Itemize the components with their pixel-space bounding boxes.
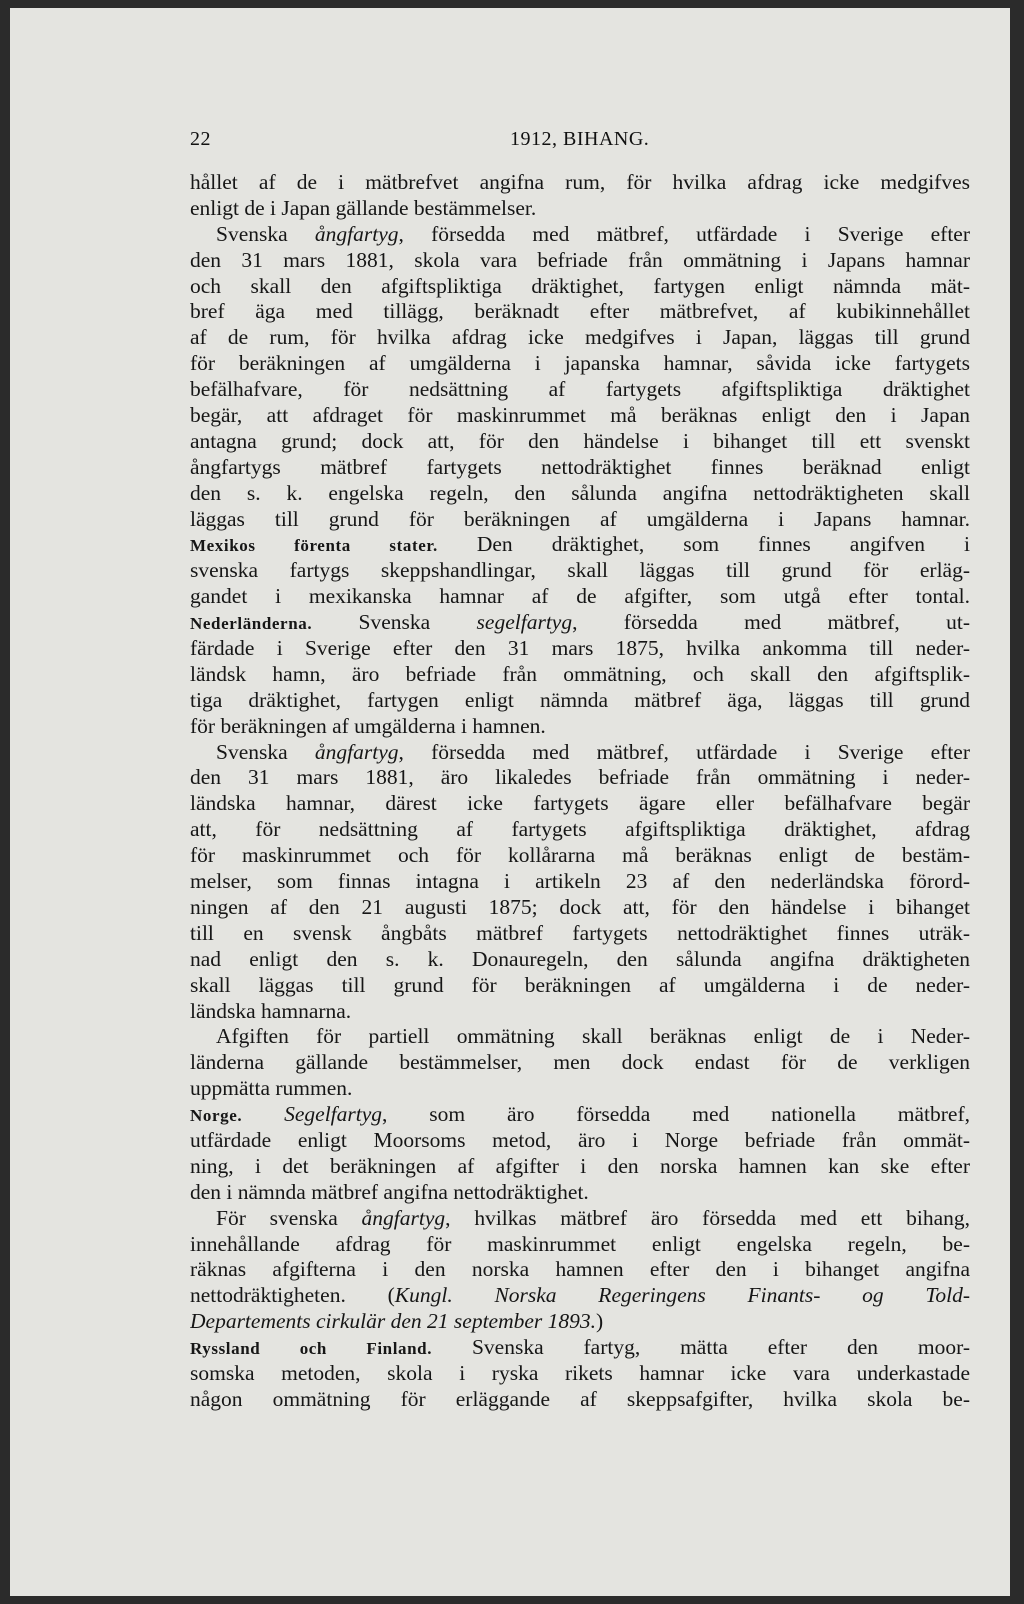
text-line: ländsk hamn, äro befriade från ommätning, och skall den afgiftsplik- — [190, 661, 970, 686]
text-line: uppmätta rummen. — [190, 1076, 353, 1101]
text-line: Norge. Segelfartyg, som äro försedda med nationella mätbref, — [190, 1102, 970, 1127]
text-line: länderna gällande bestämmelser, men dock endast för de verkligen — [190, 1050, 970, 1075]
text-line: af de rum, för hvilka afdrag icke medgifves i Japan, läggas till grund — [190, 325, 970, 350]
text-line: till en svensk ångbåts mätbref fartygets nettodräktighet finnes uträk- — [190, 920, 970, 945]
text-line: för beräkningen af umgälderna i hamnen. — [190, 713, 546, 738]
text-line: Svenska ångfartyg, försedda med mätbref, utfärdade i Sverige efter — [216, 739, 970, 764]
text-line: utfärdade enligt Moorsoms metod, äro i Norge befriade från ommät- — [190, 1127, 970, 1152]
text-line: färdade i Sverige efter den 31 mars 1875, hvilka ankomma till neder- — [190, 636, 970, 661]
document-page — [10, 8, 1010, 1596]
text-line: tiga dräktighet, fartygen enligt nämnda mätbref äga, läggas till grund — [190, 687, 970, 712]
text-line: ländska hamnarna. — [190, 998, 352, 1023]
text-line: gandet i mexikanska hamnar af de afgifter, som utgå efter tontal. — [190, 584, 970, 609]
text-line: Departements cirkulär den 21 september 1893.) — [190, 1309, 604, 1334]
running-head — [190, 128, 970, 156]
page-number: 22 — [190, 128, 211, 150]
text-line: den i nämnda mätbref angifna nettodräktighet. — [190, 1179, 589, 1204]
text-line: Mexikos förenta stater. Den dräktighet, som finnes angifven i — [190, 532, 970, 557]
text-line: somska metoden, skola i ryska rikets hamnar icke vara underkastade — [190, 1360, 970, 1385]
text-line: läggas till grund för beräkningen af umgälderna i Japans hamnar. — [190, 506, 970, 531]
text-line: hållet af de i mätbrefvet angifna rum, för hvilka afdrag icke medgifves — [190, 170, 970, 194]
text-line: enligt de i Japan gällande bestämmelser. — [190, 195, 537, 220]
body-text — [190, 170, 970, 1413]
text-line: Nederländerna. Svenska segelfartyg, försedda med mätbref, ut- — [190, 610, 970, 635]
text-line: någon ommätning för erläggande af skeppsafgifter, hvilka skola be- — [190, 1386, 970, 1411]
running-title: 1912, BIHANG. — [510, 128, 650, 150]
text-line: nettodräktigheten. (Kungl. Norska Regeringens Finants- og Told- — [190, 1283, 970, 1308]
text-line: den s. k. engelska regeln, den sålunda angifna nettodräktigheten skall — [190, 480, 970, 505]
text-line: befälhafvare, för nedsättning af fartygets afgiftspliktiga dräktighet — [190, 377, 970, 402]
text-line: för beräkningen af umgälderna i japanska hamnar, såvida icke fartygets — [190, 351, 970, 376]
text-line: begär, att afdraget för maskinrummet må beräknas enligt den i Japan — [190, 403, 970, 428]
text-line: nad enligt den s. k. Donauregeln, den sålunda angifna dräktigheten — [190, 946, 970, 971]
text-line: ländska hamnar, därest icke fartygets ägare eller befälhafvare begär — [190, 791, 970, 816]
text-line: melser, som finnas intagna i artikeln 23 af den nederländska förord- — [190, 869, 970, 894]
text-line: ning, i det beräkningen af afgifter i den norska hamnen kan ske efter — [190, 1153, 970, 1178]
text-line: räknas afgifterna i den norska hamnen efter den i bihanget angifna — [190, 1257, 970, 1282]
text-line: ångfartygs mätbref fartygets nettodräktighet finnes beräknad enligt — [190, 454, 970, 479]
text-line: Svenska ångfartyg, försedda med mätbref, utfärdade i Sverige efter — [216, 221, 970, 246]
text-line: att, för nedsättning af fartygets afgiftspliktiga dräktighet, afdrag — [190, 817, 970, 842]
text-line: för maskinrummet och för kollårarna må beräknas enligt de bestäm- — [190, 843, 970, 868]
text-line: För svenska ångfartyg, hvilkas mätbref äro försedda med ett bihang, — [216, 1205, 970, 1230]
text-line: innehållande afdrag för maskinrummet enligt engelska regeln, be- — [190, 1231, 970, 1256]
text-line: och skall den afgiftspliktiga dräktighet, fartygen enligt nämnda mät- — [190, 273, 970, 298]
text-line: Ryssland och Finland. Svenska fartyg, mätta efter den moor- — [190, 1335, 970, 1360]
text-line: bref äga med tillägg, beräknadt efter mätbrefvet, af kubikinnehållet — [190, 299, 970, 324]
text-line: antagna grund; dock att, för den händelse i bihanget till ett svenskt — [190, 428, 970, 453]
text-line: skall läggas till grund för beräkningen af umgälderna i de neder- — [190, 972, 970, 997]
text-line: den 31 mars 1881, äro likaledes befriade från ommätning i neder- — [190, 765, 970, 790]
text-line: ningen af den 21 augusti 1875; dock att, för den händelse i bihanget — [190, 894, 970, 919]
text-line: svenska fartygs skeppshandlingar, skall läggas till grund för erläg- — [190, 558, 970, 583]
text-line: den 31 mars 1881, skola vara befriade från ommätning i Japans hamnar — [190, 247, 970, 272]
text-line: Afgiften för partiell ommätning skall beräknas enligt de i Neder- — [216, 1024, 970, 1049]
